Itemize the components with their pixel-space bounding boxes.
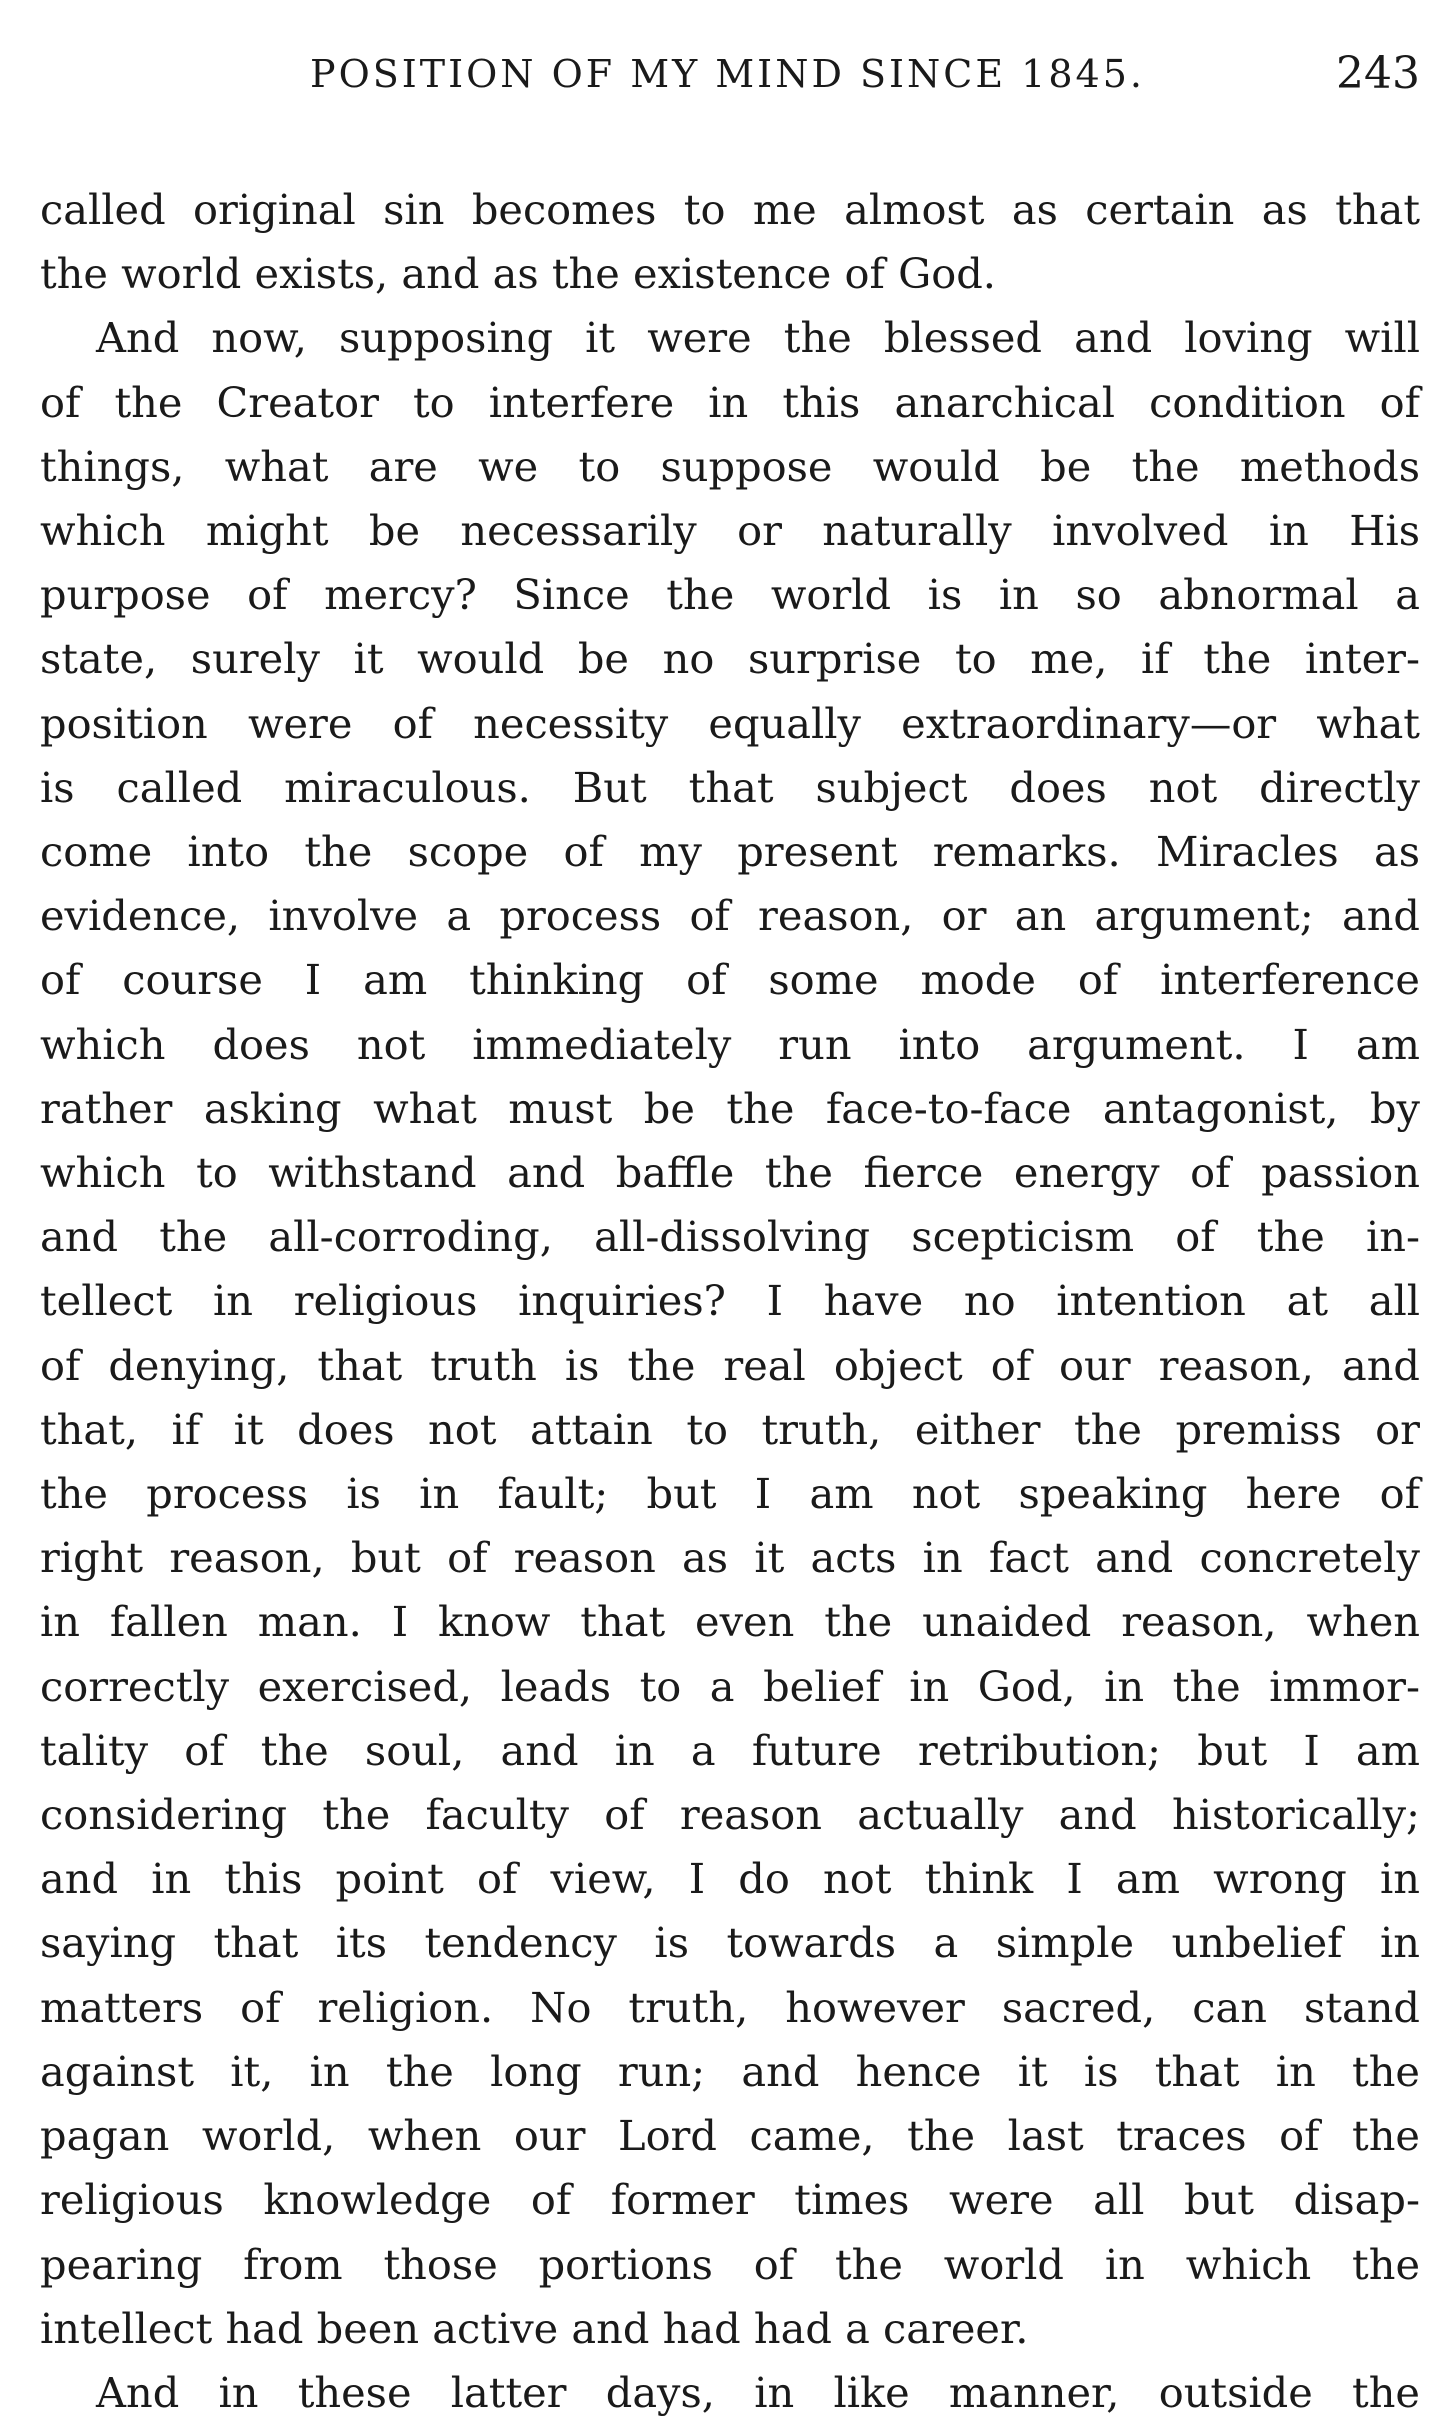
paragraph-start-line: And in these latter days, in like manner, outside the: [96, 2367, 1420, 2417]
text-line: rather asking what must be the face-to-face antagonist, by: [40, 1083, 1420, 1133]
text-line: evidence, involve a process of reason, or an argument; and: [40, 891, 1420, 941]
text-line: religious knowledge of former times were all but disap-: [40, 2175, 1420, 2225]
body-text: [40, 178, 1420, 2425]
running-title: POSITION OF MY MIND SINCE 1845.: [310, 52, 1145, 96]
running-head: [40, 40, 1420, 120]
text-line: intellect had been active and had had a career.: [40, 2303, 1029, 2353]
text-line: which does not immediately run into argument. I am: [40, 1019, 1420, 1069]
text-line: matters of religion. No truth, however sacred, can stand: [40, 1982, 1420, 2032]
book-page: [40, 40, 1420, 2417]
text-line: considering the faculty of reason actually and historically;: [40, 1790, 1420, 1840]
text-line: is called miraculous. But that subject does not directly: [40, 762, 1420, 812]
text-line: and in this point of view, I do not think I am wrong in: [40, 1854, 1420, 1904]
text-line: correctly exercised, leads to a belief in God, in the immor-: [40, 1661, 1420, 1711]
text-line: tality of the soul, and in a future retribution; but I am: [40, 1725, 1420, 1775]
page-number: 243: [1336, 48, 1420, 99]
text-line: that, if it does not attain to truth, either the premiss or: [40, 1404, 1420, 1454]
text-line: and the all-corroding, all-dissolving scepticism of the in-: [40, 1212, 1420, 1262]
text-line: in fallen man. I know that even the unaided reason, when: [40, 1597, 1420, 1647]
text-line: position were of necessity equally extraordinary—or what: [40, 698, 1420, 748]
text-line: against it, in the long run; and hence it is that in the: [40, 2046, 1420, 2096]
text-line: of the Creator to interfere in this anarchical condition of: [40, 377, 1420, 427]
text-line: state, surely it would be no surprise to me, if the inter-: [40, 634, 1420, 684]
text-line: of denying, that truth is the real object of our reason, and: [40, 1340, 1420, 1390]
text-line: purpose of mercy? Since the world is in so abnormal a: [40, 570, 1420, 620]
text-line: which to withstand and baffle the fierce energy of passion: [40, 1148, 1420, 1198]
text-line: which might be necessarily or naturally involved in His: [40, 506, 1420, 556]
text-line: the process is in fault; but I am not speaking here of: [40, 1469, 1420, 1519]
text-line: the world exists, and as the existence of God.: [40, 249, 996, 299]
text-line: of course I am thinking of some mode of interference: [40, 955, 1420, 1005]
text-line: pagan world, when our Lord came, the last traces of the: [40, 2111, 1420, 2161]
text-line: tellect in religious inquiries? I have no intention at all: [40, 1276, 1420, 1326]
text-line: pearing from those portions of the world in which the: [40, 2239, 1420, 2289]
text-line: right reason, but of reason as it acts in fact and concretely: [40, 1533, 1420, 1583]
paragraph-start-line: And now, supposing it were the blessed and loving will: [96, 313, 1420, 363]
text-line: come into the scope of my present remarks. Miracles as: [40, 827, 1420, 877]
text-line: saying that its tendency is towards a simple unbelief in: [40, 1918, 1420, 1968]
text-line: called original sin becomes to me almost as certain as that: [40, 185, 1420, 234]
text-line: things, what are we to suppose would be the methods: [40, 441, 1420, 491]
